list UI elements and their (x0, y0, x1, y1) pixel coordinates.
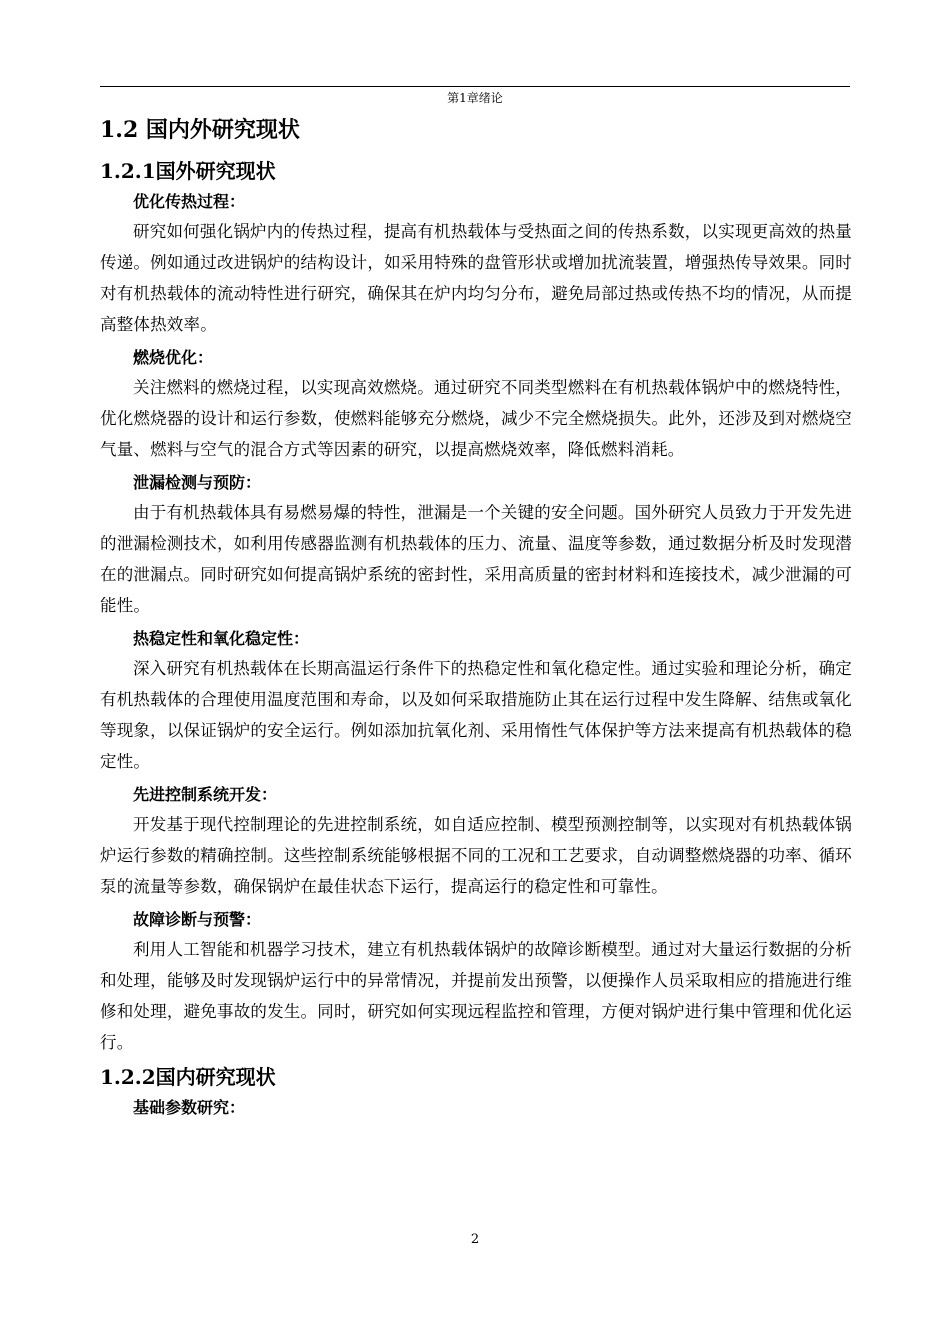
paragraph-leak-detection: 由于有机热载体具有易燃易爆的特性，泄漏是一个关键的安全问题。国外研究人员致力于开发先进的泄漏检测技术，如利用传感器监测有机热载体的压力、流量、温度等参数，通过数据分析及时发现潜在的泄漏点。同时研究如何提高锅炉系统的密封性，采用高质量的密封材料和连接技术，减少泄漏的可能性。 (100, 503, 852, 615)
paragraph-fault-diagnosis: 利用人工智能和机器学习技术，建立有机热载体锅炉的故障诊断模型。通过对大量运行数据的分析和处理，能够及时发现锅炉运行中的异常情况，并提前发出预警，以便操作人员采取相应的措施进行维修和处理，避免事故的发生。同时，研究如何实现远程监控和管理，方便对锅炉进行集中管理和优化运行。 (100, 940, 852, 1052)
paragraph-combustion: 关注燃料的燃烧过程，以实现高效燃烧。通过研究不同类型燃料在有机热载体锅炉中的燃烧特性，优化燃烧器的设计和运行参数，使燃料能够充分燃烧，减少不完全燃烧损失。此外，还涉及到对燃烧空气量、燃料与空气的混合方式等因素的研究，以提高燃烧效率，降低燃料消耗。 (100, 378, 852, 459)
paragraph-control-system: 开发基于现代控制理论的先进控制系统，如自适应控制、模型预测控制等，以实现对有机热载体锅炉运行参数的精确控制。这些控制系统能够根据不同的工况和工艺要求，自动调整燃烧器的功率、循环泵的流量等参数，确保锅炉在最佳状态下运行，提高运行的稳定性和可靠性。 (100, 815, 852, 896)
section-heading-1-2-1: 1.2.1国外研究现状 (100, 159, 276, 183)
section-heading-1-2-2: 1.2.2国内研究现状 (100, 1065, 276, 1089)
subheading-control-system: 先进控制系统开发： (133, 785, 278, 804)
subheading-fault-diagnosis: 故障诊断与预警： (133, 910, 262, 929)
subheading-basic-parameters: 基础参数研究： (133, 1098, 246, 1117)
subheading-stability: 热稳定性和氧化稳定性： (133, 629, 310, 648)
subheading-leak-detection: 泄漏检测与预防： (133, 473, 262, 492)
page-body (100, 112, 852, 1122)
paragraph-heat-transfer: 研究如何强化锅炉内的传热过程，提高有机热载体与受热面之间的传热系数，以实现更高效的热量传递。例如通过改进锅炉的结构设计，如采用特殊的盘管形状或增加扰流装置，增强热传导效果。同时对有机热载体的流动特性进行研究，确保其在炉内均匀分布，避免局部过热或传热不均的情况，从而提高整体热效率。 (100, 222, 852, 334)
subheading-heat-transfer: 优化传热过程： (133, 192, 246, 211)
paragraph-stability: 深入研究有机热载体在长期高温运行条件下的热稳定性和氧化稳定性。通过实验和理论分析，确定有机热载体的合理使用温度范围和寿命，以及如何采取措施防止其在运行过程中发生降解、结焦或氧化等现象，以保证锅炉的安全运行。例如添加抗氧化剂、采用惰性气体保护等方法来提高有机热载体的稳定性。 (100, 659, 852, 771)
subheading-combustion: 燃烧优化： (133, 348, 214, 367)
header-rule (100, 86, 850, 87)
section-heading-1-2: 1.2 国内外研究现状 (100, 117, 300, 143)
running-header: 第1章绪论 (447, 91, 503, 105)
page-number: 2 (470, 1232, 480, 1247)
